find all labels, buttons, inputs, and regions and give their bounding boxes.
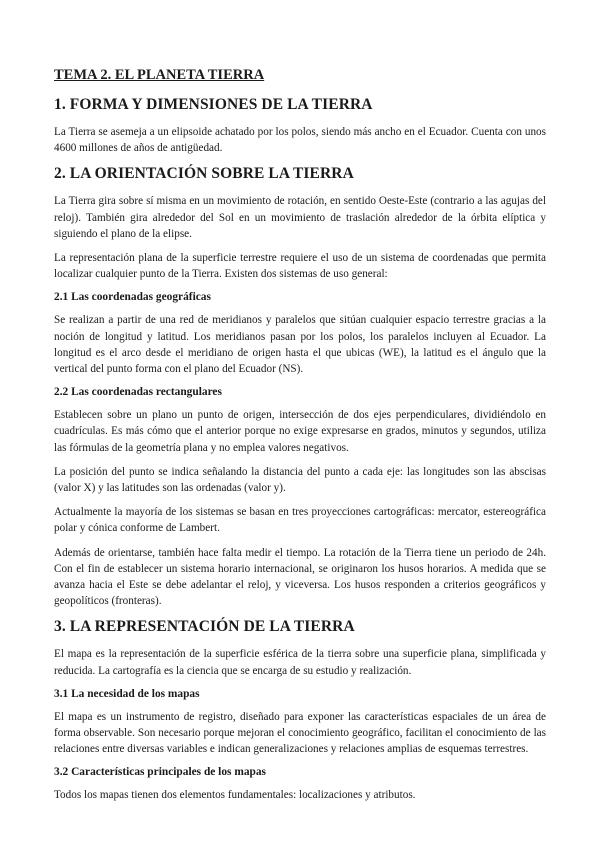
- subsection-2-1-paragraph: Se realizan a partir de una red de meridianos y paralelos que sitúan cualquier espacio terrestre gracias a la noción de longitud y latitud. Los meridianos pasan por los polos, los paralelos incluyen al Ecuador. La longitud es el arco desde el meridiano de origen hasta el que ubicas (WE), la latitud es el ángulo que la vertical del punto forma con el plano del Ecuador (NS).: [54, 314, 546, 376]
- subsection-2-1-heading: 2.1 Las coordenadas geográficas: [54, 291, 211, 304]
- section-2-heading: 2. LA ORIENTACIÓN SOBRE LA TIERRA: [54, 165, 354, 183]
- subsection-2-2-paragraph-3: Actualmente la mayoría de los sistemas se basan en tres proyecciones cartográficas: mercator, estereográfica polar y cónica conforme de Lambert.: [54, 506, 546, 535]
- section-3-paragraph: El mapa es la representación de la superficie esférica de la tierra sobre una superficie plana, simplificada y reducida. La cartografía es la ciencia que se encarga de su estudio y realización.: [54, 648, 546, 677]
- section-2-paragraph-1: La Tierra gira sobre sí misma en un movimiento de rotación, en sentido Oeste-Este (contrario a las agujas del reloj). También gira alrededor del Sol en un movimiento de traslación alrededor de la órbita elíptica y siguiendo el plano de la elipse.: [54, 195, 546, 240]
- section-1-heading: 1. FORMA Y DIMENSIONES DE LA TIERRA: [54, 96, 373, 113]
- subsection-2-2-paragraph-4: Además de orientarse, también hace falta medir el tiempo. La rotación de la Tierra tiene un periodo de 24h. Con el fin de establecer un sistema horario internacional, se originaron los husos horarios. A medida que se avanza hacia el Este se debe adelantar el reloj, y viceversa. Los husos responden a criterios geográficos y geopolíticos (fronteras).: [54, 546, 546, 608]
- subsection-2-2-paragraph-2: La posición del punto se indica señalando la distancia del punto a cada eje: las longitudes son las abscisas (valor X) y las latitudes son las ordenadas (valor y).: [54, 465, 546, 495]
- subsection-2-2-paragraph-1: Establecen sobre un plano un punto de origen, intersección de dos ejes perpendiculares, dividiéndolo en cuadrículas. Es más cómo que el anterior porque no exige expresarse en grados, minutos y segundos, utiliza las fórmulas de la geometría plana y no emplea valores negativos.: [54, 409, 546, 454]
- subsection-3-1-paragraph: El mapa es un instrumento de registro, diseñado para exponer las características espaciales de un área de forma observable. Son necesario porque mejoran el conocimiento geográfico, facilitan el conocimiento de las relaciones entre diversas variables e indican generalizaciones y relaciones amplias de esquemas terrestres.: [54, 710, 546, 756]
- section-2-paragraph-2: La representación plana de la superficie terrestre requiere el uso de un sistema de coordenadas que permita localizar cualquier punto de la Tierra. Existen dos sistemas de uso general:: [54, 252, 546, 281]
- section-3-heading: 3. LA REPRESENTACIÓN DE LA TIERRA: [54, 618, 355, 636]
- section-1-paragraph: La Tierra se asemeja a un elipsoide achatado por los polos, siendo más ancho en el Ecuador. Cuenta con unos 4600 millones de años de antigüedad.: [54, 126, 546, 155]
- subsection-3-2-paragraph: Todos los mapas tienen dos elementos fundamentales: localizaciones y atributos.: [54, 789, 416, 802]
- document-title: TEMA 2. EL PLANETA TIERRA: [54, 67, 265, 83]
- subsection-3-1-heading: 3.1 La necesidad de los mapas: [54, 687, 200, 700]
- subsection-2-2-heading: 2.2 Las coordenadas rectangulares: [54, 386, 222, 399]
- subsection-3-2-heading: 3.2 Características principales de los mapas: [54, 766, 266, 779]
